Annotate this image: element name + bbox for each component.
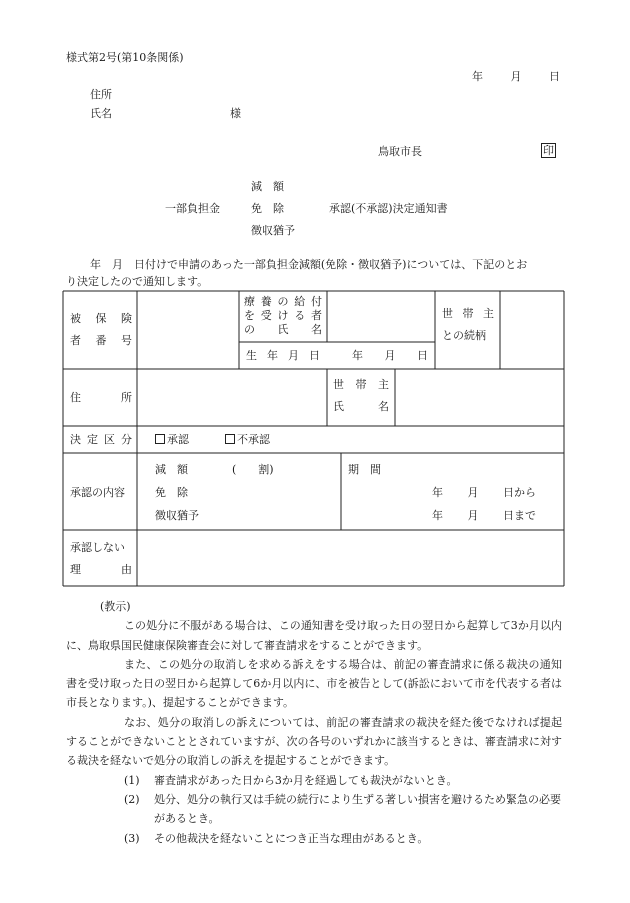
title-suffix: 承認(不承認)決定通知書 [329, 202, 448, 215]
beneficiary-name-label [244, 295, 322, 337]
birthdate-day: 日 [417, 349, 428, 362]
decision-option-approve-label: 承認 [167, 433, 189, 446]
reason-label-line2: 理 由 [70, 563, 132, 577]
decision-option-approve[interactable] [155, 433, 189, 447]
notice-item-1-number: (1) [124, 773, 140, 787]
recipient-name-label: 氏名 [90, 107, 112, 120]
address-label: 住 所 [70, 391, 132, 404]
period-to-month: 月 [467, 509, 479, 522]
period-from-year: 年 [432, 486, 443, 499]
issue-date-day: 日 [549, 70, 560, 83]
form-number: 様式第2号(第10条関係) [66, 51, 184, 64]
seal-mark: 印 [543, 144, 554, 157]
relation-label [442, 307, 494, 343]
period-from-month: 月 [467, 486, 479, 499]
birthdate-year: 年 [352, 349, 363, 362]
insured-number-label-line1: 被 保 険 [70, 312, 132, 325]
decision-option-reject-label: 不承認 [237, 433, 270, 446]
intro-line-1: 年 月 日付けで申請のあった一部負担金減額(免除・徴収猶予)については、下記のとお [90, 258, 528, 271]
reason-label [70, 541, 132, 578]
recipient-honorific: 様 [230, 107, 241, 120]
period-label: 期 間 [348, 463, 381, 476]
notice-item-3 [66, 829, 562, 848]
relation-label-line2: との続柄 [442, 329, 486, 342]
notice-paragraph-1: この処分に不服がある場合は、この通知書を受け取った日の翌日から起算して3か月以内に、鳥取県国民健康保険審査会に対して審査請求をすることができます。 [66, 619, 562, 652]
notice-item-1 [66, 771, 562, 790]
decision-option-reject[interactable] [225, 433, 270, 447]
notice-heading: (教示) [100, 600, 131, 613]
notice-item-3-text: その他裁決を経ないことにつき正当な理由があるとき。 [154, 831, 429, 845]
period-from-day: 日から [503, 486, 536, 499]
notice-paragraph-2: また、この処分の取消しを求める訴えをする場合は、前記の審査請求に係る裁決の通知書を受け取った日の翌日から起算して6か月以内に、市を被告として(訴訟において市を代表する者は市長となります。)、提起することができます。 [66, 657, 562, 710]
householder-label-line1: 世 帯 主 [333, 378, 389, 391]
period-to-day: 日まで [503, 509, 536, 522]
householder-name-label [333, 378, 389, 414]
beneficiary-label-line2: を 受 け る 者 [244, 309, 322, 322]
content-exemption: 免 除 [155, 486, 188, 499]
notice-item-1-text: 審査請求があった日から3か月を経過しても裁決がないとき。 [154, 773, 458, 787]
period-to-year: 年 [432, 509, 443, 522]
issue-date-year: 年 [472, 70, 483, 83]
beneficiary-label-line3: の 氏 名 [244, 323, 322, 336]
notice-section [66, 597, 562, 848]
intro-line-2: り決定したので通知します。 [66, 275, 209, 288]
reason-label-line1-text: 承認しない [70, 541, 125, 554]
checkbox-icon[interactable] [225, 434, 235, 444]
birthdate-value [352, 349, 428, 363]
issuer-name: 鳥取市長 [378, 145, 422, 158]
content-rate: ( 割) [232, 463, 274, 476]
insured-number-label [70, 312, 132, 349]
relation-label-line1: 世 帯 主 [442, 307, 494, 320]
notice-paragraph-3: なお、処分の取消しの訴えについては、前記の審査請求の裁決を経た後でなければ提起することができないこととされていますが、次の各号のいずれかに該当するときは、審査請求に対する裁決を経ないで処分の取消しの訴えを提起することができます。 [66, 715, 562, 768]
content-reduction: 減 額 [155, 463, 188, 476]
birthdate-label: 生 年 月 日 [246, 349, 320, 362]
notice-item-2-text: 処分、処分の執行又は手続の続行により生ずる著しい損害を避けるため緊急の必要があるとき。 [154, 792, 561, 826]
title-option-reduction: 減 額 [251, 180, 284, 193]
recipient-address-label: 住所 [90, 88, 112, 101]
period-to [432, 509, 536, 523]
title-prefix: 一部負担金 [165, 202, 220, 215]
approval-content-label: 承認の内容 [70, 486, 125, 499]
householder-label-line2: 氏 名 [333, 400, 389, 413]
beneficiary-label-line1: 療 養 の 給 付 [244, 295, 322, 308]
title-option-postponement: 徴収猶予 [251, 224, 295, 237]
issue-date-month: 月 [510, 70, 522, 83]
notice-item-3-number: (3) [124, 831, 140, 845]
notice-item-2-number: (2) [124, 792, 140, 806]
decision-label: 決 定 区 分 [70, 433, 132, 446]
title-option-exemption: 免 除 [251, 202, 284, 215]
period-from [432, 486, 536, 500]
insured-number-label-line2: 者 番 号 [70, 334, 132, 348]
notice-item-2 [66, 790, 562, 829]
content-postponement: 徴収猶予 [155, 509, 199, 522]
checkbox-icon[interactable] [155, 434, 165, 444]
birthdate-month: 月 [384, 349, 396, 362]
